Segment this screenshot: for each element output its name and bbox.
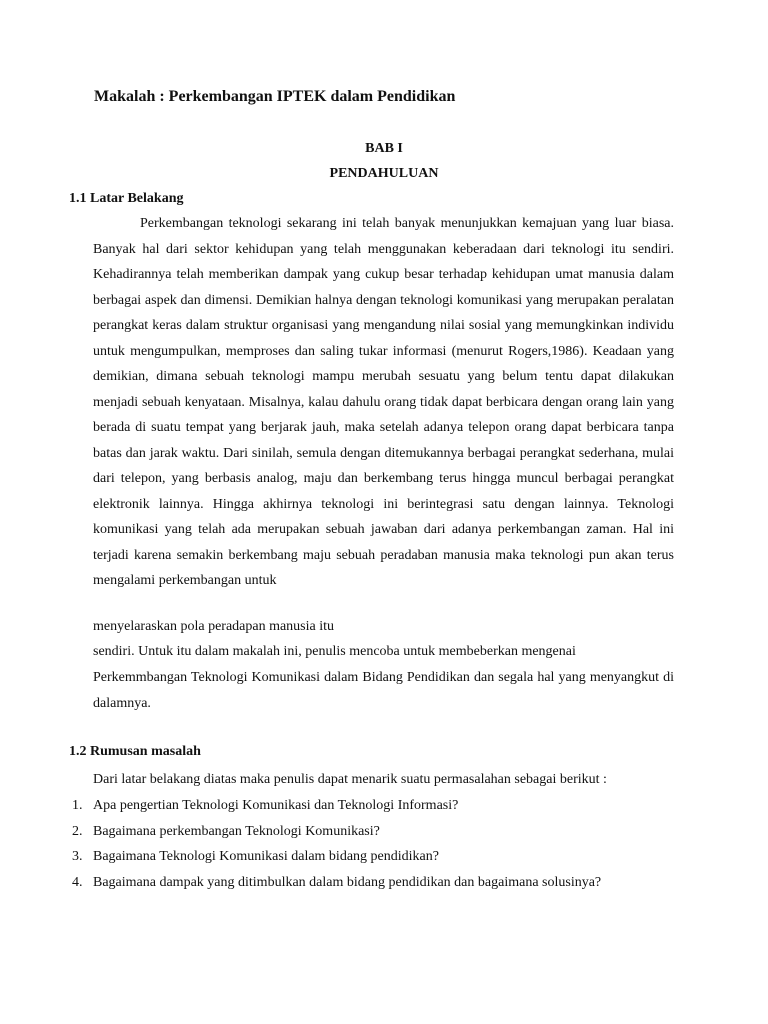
list-item-text: Bagaimana perkembangan Teknologi Komunikasi? xyxy=(93,823,380,839)
background-paragraph: Perkembangan teknologi sekarang ini telah banyak menunjukkan kemajuan yang luar biasa. Banyak hal dari sektor kehidupan yang telah menggunakan keberadaan dari teknologi itu sendiri. Kehadirannya telah memberikan dampak yang cukup besar terhadap kehidupan umat manusia dalam berbagai aspek dan dimensi. Demikian halnya dengan teknologi komunikasi yang merupakan peralatan perangkat keras dalam struktur organisasi yang mengandung nilai sosial yang memungkinkan individu untuk mengumpulkan, memproses dan saling tukar informasi (menurut Rogers,1986). Keadaan yang demikian, dimana sebuah teknologi mampu merubah sesuatu yang belum tentu dapat dilakukan menjadi sebuah kenyataan. Misalnya, kalau dahulu orang tidak dapat berbicara dengan orang lain yang berada di suatu tempat yang berjarak jauh, maka setelah adanya telepon orang dapat berbicara tanpa batas dan jarak waktu. Dari sinilah, semula dengan ditemukannya berbagai perangkat sederhana, mulai dari telepon, yang berbasis analog, maju dan berkembang terus hingga muncul berbagai perangkat elektronik lainnya. Hingga akhirnya teknologi ini berintegrasi satu dengan lainnya. Teknologi komunikasi yang telah ada merupakan sebuah jawaban dari adanya perkembangan zaman. Hal ini terjadi karena semakin berkembang maju sebuah peradaban manusia maka teknologi pun akan terus mengalami perkembangan untuk xyxy=(93,216,674,588)
list-item xyxy=(72,793,601,819)
list-item-text: Bagaimana dampak yang ditimbulkan dalam bidang pendidikan dan bagaimana solusinya? xyxy=(93,874,602,890)
background-paragraph2-first-line: sendiri. Untuk itu dalam makalah ini, penulis mencoba untuk membeberkan mengenai xyxy=(93,644,576,659)
list-item-number: 1. xyxy=(72,798,83,813)
section-heading-rumusan-masalah: 1.2 Rumusan masalah xyxy=(69,744,201,759)
background-paragraph-last-line: menyelaraskan pola peradapan manusia itu xyxy=(93,619,335,634)
list-item-text: Apa pengertian Teknologi Komunikasi dan Teknologi Informasi? xyxy=(93,798,459,813)
list-item-number: 4. xyxy=(72,874,83,890)
list-item-number: 2. xyxy=(72,823,83,839)
document-title: Makalah : Perkembangan IPTEK dalam Pendidikan xyxy=(94,88,456,105)
list-item xyxy=(72,870,601,896)
section-heading-latar-belakang: 1.1 Latar Belakang xyxy=(69,191,184,206)
chapter-title: PENDAHULUAN xyxy=(329,166,439,181)
chapter-number: BAB I xyxy=(365,141,403,156)
list-item xyxy=(72,844,601,870)
list-item xyxy=(72,819,601,845)
problem-list xyxy=(72,793,601,895)
problem-intro: Dari latar belakang diatas maka penulis dapat menarik suatu permasalahan sebagai berikut : xyxy=(93,772,607,787)
list-item-text: Bagaimana Teknologi Komunikasi dalam bidang pendidikan? xyxy=(93,849,439,864)
list-item-number: 3. xyxy=(72,849,83,864)
background-paragraph2: Perkemmbangan Teknologi Komunikasi dalam Bidang Pendidikan dan segala hal yang menyangkut di dalamnya. xyxy=(93,670,674,711)
